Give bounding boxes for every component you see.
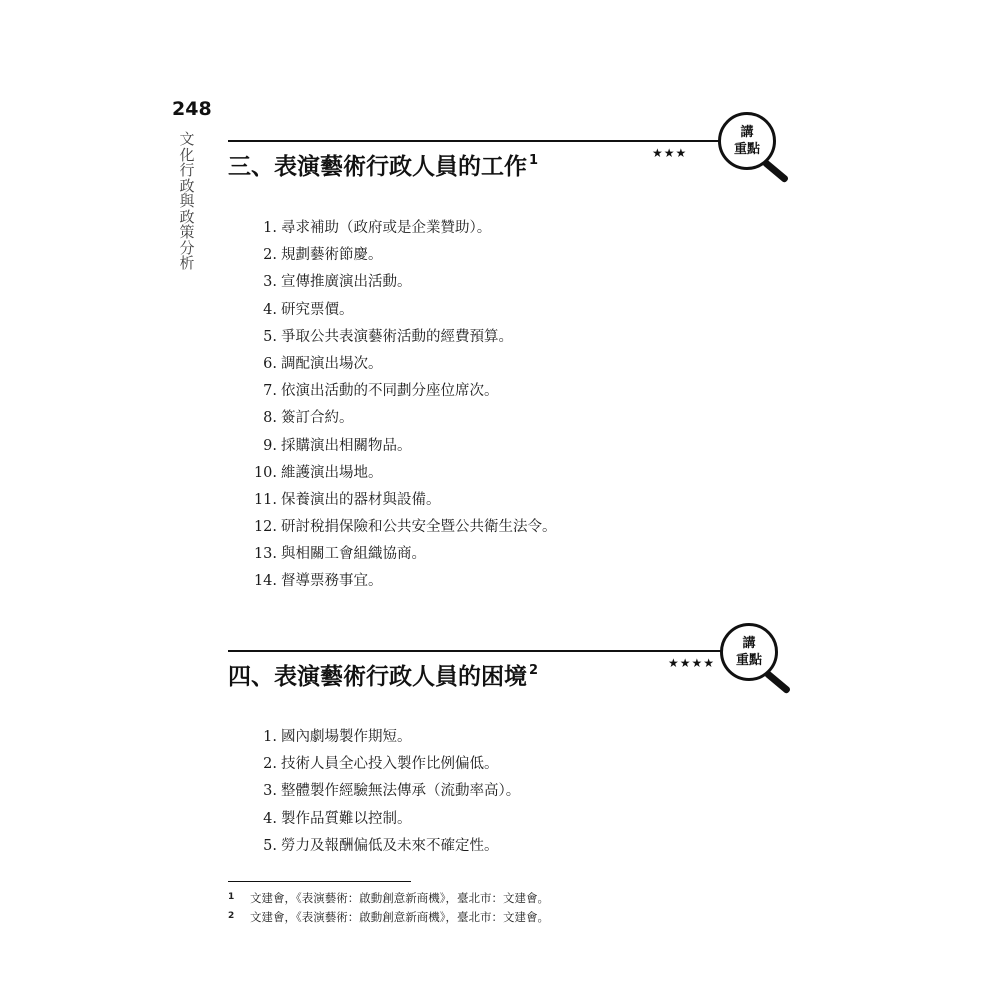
item-number: 2. — [263, 756, 277, 773]
item-number: 1. — [263, 729, 277, 745]
item-number: 6. — [263, 355, 277, 372]
list-item — [253, 324, 557, 351]
list-item — [253, 405, 557, 432]
item-text: 勞力及報酬偏低及未來不確定性。 — [281, 837, 499, 854]
section-3-stars: ★★★ — [652, 146, 688, 160]
list-item — [253, 514, 557, 541]
item-text: 與相關工會組織協商。 — [281, 546, 426, 563]
item-text: 保養演出的器材與設備。 — [281, 491, 441, 508]
item-text: 爭取公共表演藝術活動的經費預算。 — [281, 328, 513, 345]
list-item — [253, 351, 557, 378]
section-4-header — [228, 630, 798, 700]
key-point-badge — [720, 623, 800, 693]
item-text: 宣傳推廣演出活動。 — [281, 274, 412, 291]
badge-label-top: 講 — [740, 125, 754, 140]
key-point-badge — [718, 112, 798, 182]
item-text: 研究票價。 — [281, 301, 354, 318]
item-text: 調配演出場次。 — [281, 355, 383, 372]
section-4-list — [253, 724, 520, 860]
list-item — [253, 806, 520, 833]
footnote — [228, 907, 549, 926]
page-number: 248 — [172, 98, 212, 120]
badge-label-top: 講 — [742, 636, 756, 651]
list-item — [253, 778, 520, 805]
section-3-heading-text: 三、表演藝術行政人員的工作 — [228, 153, 527, 180]
footnote-mark: 1 — [228, 892, 235, 902]
item-number: 4. — [263, 301, 277, 318]
item-text: 採購演出相關物品。 — [281, 437, 412, 454]
item-number: 8. — [263, 410, 277, 427]
section-3-header — [228, 120, 798, 190]
list-item — [253, 460, 557, 487]
item-text: 簽訂合約。 — [281, 410, 354, 427]
section-4-heading — [228, 658, 538, 691]
list-item — [253, 724, 520, 751]
item-text: 規劃藝術節慶。 — [281, 247, 383, 264]
footnote — [228, 888, 549, 907]
item-number: 10. — [253, 464, 277, 481]
magnifier-icon — [720, 623, 778, 681]
list-item — [253, 215, 557, 242]
item-number: 5. — [263, 328, 277, 345]
section-4-heading-text: 四、表演藝術行政人員的困境 — [228, 663, 527, 690]
item-text: 國內劇場製作期短。 — [281, 729, 412, 745]
list-item — [253, 568, 557, 595]
list-item — [253, 378, 557, 405]
item-text: 維護演出場地。 — [281, 464, 383, 481]
badge-label-bottom: 重點 — [735, 653, 762, 668]
section-3-footnote-ref: 1 — [529, 153, 539, 168]
list-item — [253, 433, 557, 460]
item-text: 依演出活動的不同劃分座位席次。 — [281, 383, 499, 400]
section-3-heading — [228, 148, 538, 181]
item-text: 技術人員全心投入製作比例偏低。 — [281, 756, 499, 773]
magnifier-icon — [718, 112, 776, 170]
item-number: 1. — [263, 220, 277, 236]
footnote-text: 文建會，《表演藝術：啟動創意新商機》，臺北市：文建會。 — [250, 910, 549, 924]
section-4-footnote-ref: 2 — [529, 663, 539, 678]
book-title: 文化行政與政策分析 — [179, 130, 195, 272]
footnote-rule — [228, 881, 411, 882]
item-number: 9. — [263, 437, 277, 454]
list-item — [253, 541, 557, 568]
list-item — [253, 751, 520, 778]
section-3-list — [253, 215, 557, 596]
item-number: 3. — [263, 274, 277, 291]
item-text: 研討稅捐保險和公共安全暨公共衛生法令。 — [281, 519, 557, 536]
section-3-rule — [228, 140, 720, 142]
list-item — [253, 297, 557, 324]
list-item — [253, 833, 520, 860]
badge-label-bottom: 重點 — [733, 142, 760, 157]
list-item — [253, 242, 557, 269]
item-number: 14. — [253, 573, 277, 590]
footnotes — [228, 888, 549, 926]
list-item — [253, 487, 557, 514]
item-text: 尋求補助（政府或是企業贊助）。 — [281, 220, 492, 236]
item-number: 4. — [263, 810, 277, 827]
item-number: 11. — [253, 491, 277, 508]
section-4-stars: ★★★★ — [668, 656, 716, 670]
item-text: 督導票務事宜。 — [281, 573, 383, 590]
footnote-mark: 2 — [228, 911, 235, 921]
item-number: 13. — [253, 546, 277, 563]
list-item — [253, 269, 557, 296]
item-number: 5. — [263, 837, 277, 854]
item-text: 整體製作經驗無法傳承（流動率高）。 — [281, 783, 521, 800]
item-number: 2. — [263, 247, 277, 264]
item-number: 12. — [253, 519, 277, 536]
item-number: 7. — [263, 383, 277, 400]
footnote-text: 文建會，《表演藝術：啟動創意新商機》，臺北市：文建會。 — [250, 891, 549, 905]
section-4-rule — [228, 650, 740, 652]
item-text: 製作品質難以控制。 — [281, 810, 412, 827]
item-number: 3. — [263, 783, 277, 800]
